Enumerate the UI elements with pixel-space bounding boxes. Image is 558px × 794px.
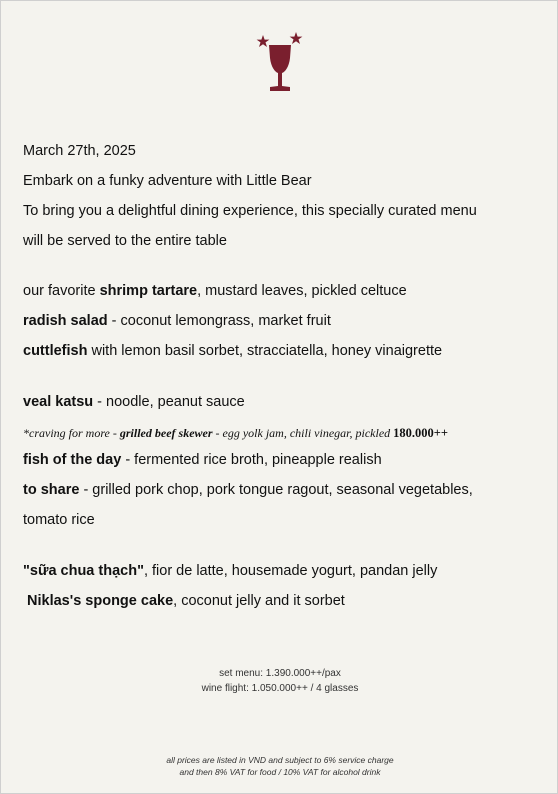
addon-price: 180.000++ — [393, 426, 449, 440]
menu-date: March 27th, 2025 — [23, 143, 136, 159]
dish-cuttlefish: cuttlefish with lemon basil sorbet, stracciatella, honey vinaigrette — [23, 343, 443, 359]
dessert-sponge-cake: Niklas's sponge cake, coconut jelly and it sorbet — [23, 593, 345, 609]
set-menu-price: set menu: 1.390.000++/pax — [219, 668, 341, 679]
intro-line-2: To bring you a delightful dining experience, this specially curated menu — [23, 203, 477, 219]
wine-glass-stars-icon — [255, 31, 305, 93]
footer-note-2: and then 8% VAT for food / 10% VAT for alcohol drink — [179, 767, 381, 777]
dish-radish-salad: radish salad - coconut lemongrass, market fruit — [23, 313, 331, 329]
dessert-sua-chua-thach: "sữa chua thạch", fior de latte, housemade yogurt, pandan jelly — [23, 563, 438, 579]
dish-to-share-continued: tomato rice — [23, 512, 95, 528]
dish-shrimp-tartare: our favorite shrimp tartare, mustard leaves, pickled celtuce — [23, 283, 407, 299]
dish-veal-katsu: veal katsu - noodle, peanut sauce — [23, 394, 245, 410]
intro-line-1: Embark on a funky adventure with Little Bear — [23, 173, 312, 189]
dish-fish-of-the-day: fish of the day - fermented rice broth, pineapple realish — [23, 452, 382, 468]
addon-beef-skewer: *craving for more - grilled beef skewer - egg yolk jam, chili vinegar, pickled 180.000++ — [23, 426, 449, 440]
footer-note-1: all prices are listed in VND and subject to 6% service charge — [166, 755, 394, 765]
wine-flight-price: wine flight: 1.050.000++ / 4 glasses — [201, 683, 359, 694]
dish-to-share: to share - grilled pork chop, pork tongue ragout, seasonal vegetables, — [23, 482, 473, 498]
intro-line-3: will be served to the entire table — [23, 233, 227, 249]
